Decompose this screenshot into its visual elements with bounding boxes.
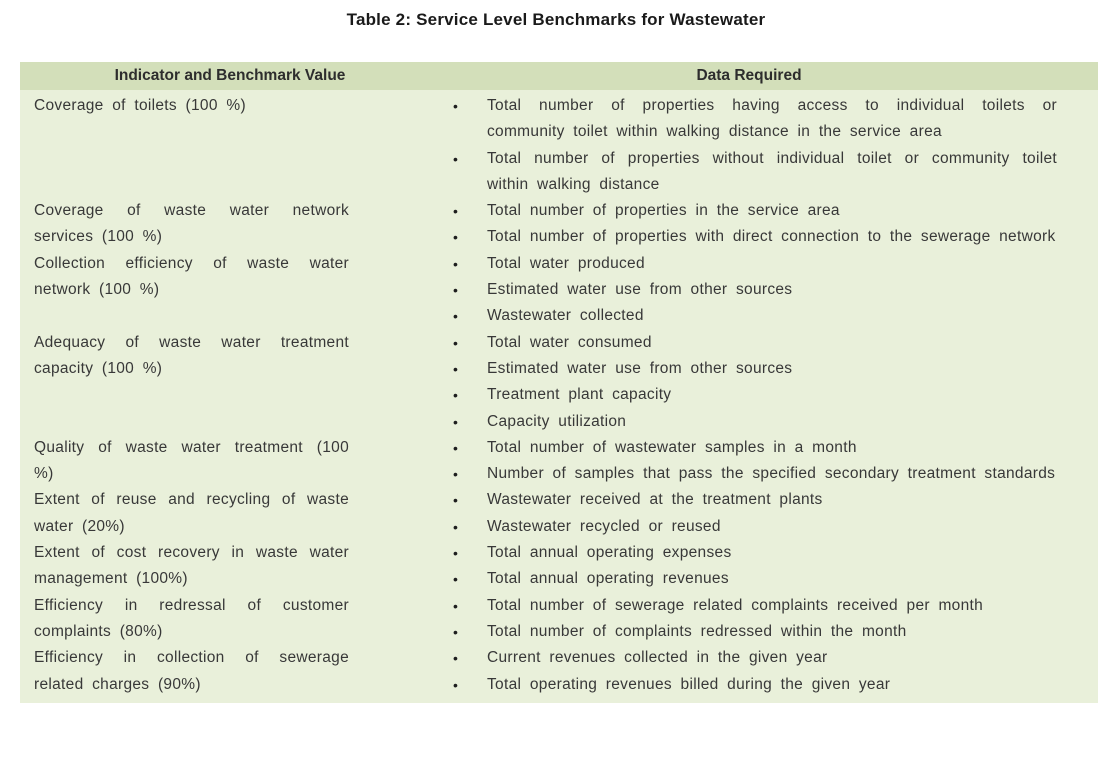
- bullet-icon: •: [453, 650, 458, 667]
- indicator-text: Extent of cost recovery in waste water management (100%): [34, 544, 349, 588]
- bullet-text: Total annual operating expenses: [487, 544, 732, 562]
- table-caption: Table 2: Service Level Benchmarks for Wastewater: [346, 10, 766, 29]
- data-required-cell: [440, 435, 1098, 488]
- bullet-text: Total water produced: [487, 254, 645, 272]
- bullet-icon: •: [453, 466, 458, 483]
- bullet-item: [440, 303, 1098, 329]
- bullet-item: [440, 593, 1098, 619]
- indicator-text: Efficiency in redressal of customer complaints (80%): [34, 596, 349, 640]
- bullet-icon: •: [453, 571, 458, 588]
- bullet-icon: •: [453, 98, 458, 114]
- table-row: [20, 435, 1098, 488]
- data-required-cell: [440, 487, 1098, 540]
- bullet-icon: •: [453, 150, 458, 167]
- bullet-item: [440, 435, 1098, 461]
- bullet-text: Wastewater recycled or reused: [487, 517, 721, 535]
- table-row: [20, 593, 1098, 646]
- bullet-icon: •: [453, 334, 458, 351]
- data-required-cell: [440, 251, 1098, 330]
- table-body: [20, 90, 1098, 703]
- bullet-item: [440, 224, 1098, 250]
- bullet-icon: •: [453, 439, 458, 456]
- table-header-row: [20, 62, 1098, 90]
- column-header-data-required: Data Required: [696, 67, 802, 84]
- indicator-cell: [20, 645, 440, 698]
- bullet-icon: •: [453, 282, 458, 299]
- indicator-text: Collection efficiency of waste water network (100 %): [34, 254, 349, 299]
- bullet-item: [440, 93, 1098, 146]
- bullet-text: Total number of sewerage related complaints received per month: [487, 596, 984, 614]
- bullet-item: [440, 146, 1098, 199]
- indicator-text: Extent of reuse and recycling of waste water (20%): [34, 491, 349, 535]
- bullet-text: Total number of properties without individual toilet or community toilet within walking distance: [487, 149, 1057, 193]
- bullet-text: Estimated water use from other sources: [487, 359, 793, 377]
- table-row: [20, 540, 1098, 593]
- bullet-icon: •: [453, 492, 458, 509]
- data-required-cell: [440, 198, 1098, 251]
- bullet-item: [440, 645, 1098, 671]
- bullet-item: [440, 330, 1098, 356]
- bullet-text: Total number of complaints redressed within the month: [487, 622, 907, 640]
- bullet-icon: •: [453, 545, 458, 562]
- indicator-text: Adequacy of waste water treatment capacity (100 %): [34, 333, 349, 377]
- bullet-text: Wastewater collected: [487, 307, 644, 325]
- bullet-text: Total number of wastewater samples in a month: [487, 438, 857, 456]
- bullet-item: [440, 487, 1098, 513]
- bullet-item: [440, 409, 1098, 435]
- data-required-cell: [440, 93, 1098, 198]
- bullet-item: [440, 514, 1098, 540]
- table-row: [20, 330, 1098, 435]
- bullet-item: [440, 566, 1098, 592]
- bullet-item: [440, 382, 1098, 408]
- bullet-text: Current revenues collected in the given year: [487, 649, 828, 667]
- data-required-cell: [440, 593, 1098, 646]
- table-row: [20, 198, 1098, 251]
- table-row: [20, 487, 1098, 540]
- bullet-icon: •: [453, 229, 458, 246]
- data-required-cell: [440, 330, 1098, 435]
- indicator-text: Coverage of toilets (100 %): [34, 97, 246, 114]
- bullet-item: [440, 619, 1098, 645]
- bullet-text: Treatment plant capacity: [487, 386, 672, 404]
- bullet-icon: •: [453, 597, 458, 614]
- data-required-cell: [440, 540, 1098, 593]
- indicator-cell: [20, 593, 440, 646]
- bullet-icon: •: [453, 413, 458, 430]
- bullet-item: [440, 251, 1098, 277]
- bullet-text: Wastewater received at the treatment plants: [487, 491, 823, 509]
- column-header-indicator: Indicator and Benchmark Value: [114, 67, 346, 84]
- bullet-text: Total number of properties in the service area: [487, 202, 840, 220]
- bullet-item: [440, 277, 1098, 303]
- bullet-text: Total water consumed: [487, 333, 652, 351]
- bullet-icon: •: [453, 676, 458, 693]
- bullet-item: [440, 540, 1098, 566]
- bullet-text: Total number of properties with direct connection to the sewerage network: [487, 228, 1056, 246]
- indicator-cell: [20, 198, 440, 251]
- bullet-icon: •: [453, 518, 458, 535]
- indicator-cell: [20, 487, 440, 540]
- bullet-text: Estimated water use from other sources: [487, 281, 793, 299]
- indicator-cell: [20, 251, 440, 304]
- bullet-item: [440, 198, 1098, 224]
- bullet-icon: •: [453, 203, 458, 220]
- table-row: [20, 645, 1098, 698]
- indicator-text: Coverage of waste water network services (100 %): [34, 202, 349, 246]
- data-required-cell: [440, 645, 1098, 698]
- benchmarks-table: [20, 62, 1098, 703]
- indicator-cell: [20, 540, 440, 593]
- bullet-icon: •: [453, 308, 458, 325]
- bullet-icon: •: [453, 387, 458, 404]
- bullet-item: [440, 461, 1098, 487]
- bullet-item: [440, 672, 1098, 698]
- bullet-icon: •: [453, 623, 458, 640]
- indicator-cell: [20, 330, 440, 383]
- bullet-icon: •: [453, 255, 458, 272]
- bullet-text: Total number of properties having access to individual toilets or community toilet within walking distance in the service area: [487, 97, 1057, 141]
- bullet-text: Total annual operating revenues: [487, 570, 729, 588]
- indicator-text: Efficiency in collection of sewerage related charges (90%): [34, 649, 349, 693]
- bullet-text: Total operating revenues billed during the given year: [487, 675, 891, 693]
- bullet-text: Capacity utilization: [487, 412, 627, 430]
- table-row: [20, 93, 1098, 198]
- indicator-text: Quality of waste water treatment (100 %): [34, 438, 349, 483]
- bullet-item: [440, 356, 1098, 382]
- indicator-cell: [20, 435, 440, 488]
- bullet-icon: •: [453, 360, 458, 377]
- table-row: [20, 251, 1098, 330]
- indicator-cell: [20, 93, 440, 119]
- bullet-text: Number of samples that pass the specified secondary treatment standards: [487, 465, 1056, 483]
